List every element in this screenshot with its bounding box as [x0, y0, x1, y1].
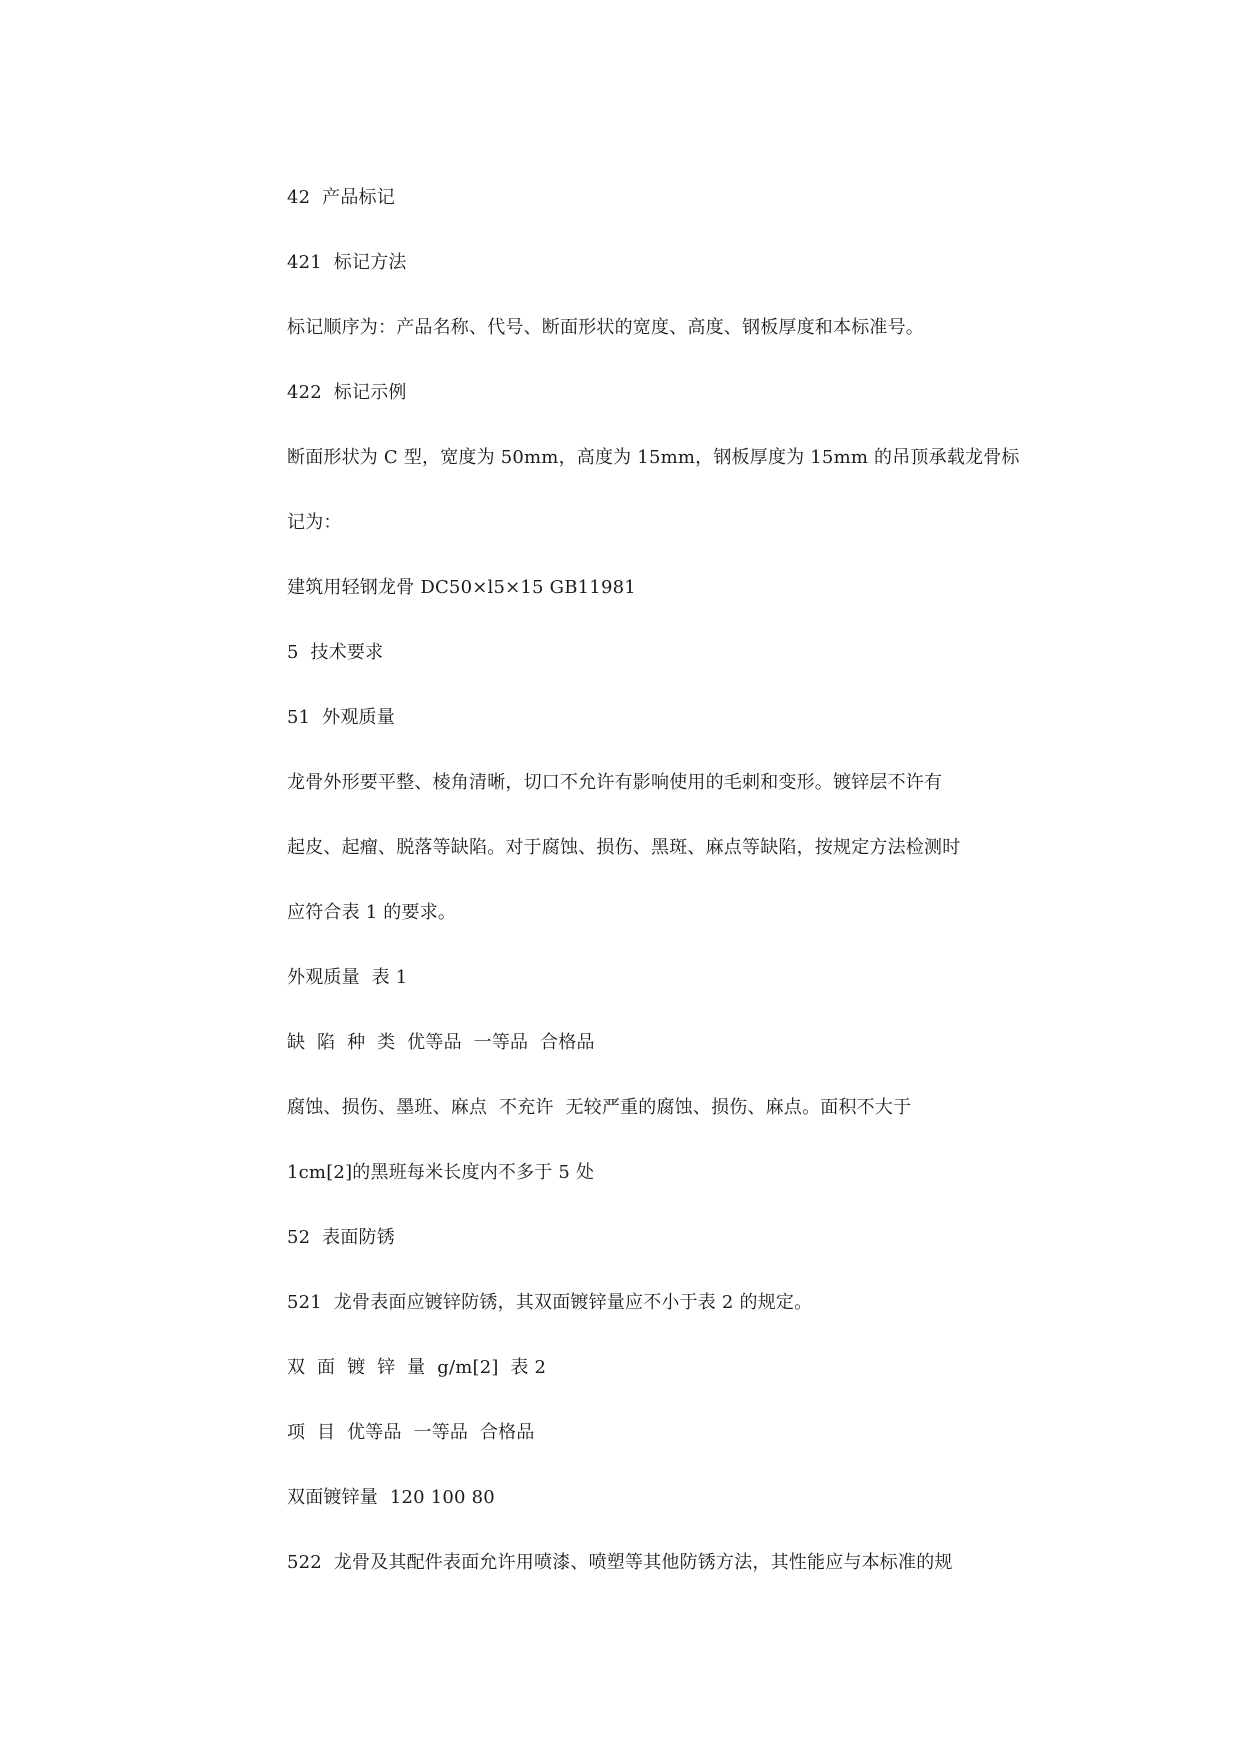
- paragraph-marking-order: 标记顺序为：产品名称、代号、断面形状的宽度、高度、钢板厚度和本标准号。: [287, 317, 924, 338]
- heading-51-appearance-quality: 51 外观质量: [287, 707, 395, 728]
- paragraph-522: 522 龙骨及其配件表面允许用喷漆、喷塑等其他防锈方法，其性能应与本标准的规: [287, 1552, 953, 1573]
- table-2-data-row: 双面镀锌量 120 100 80: [287, 1487, 495, 1508]
- table-2-header-row: 项 目 优等品 一等品 合格品: [287, 1422, 535, 1443]
- heading-422-marking-example: 422 标记示例: [287, 382, 407, 403]
- table-1-row-line-2: 1cm[2]的黑班每米长度内不多于 5 处: [287, 1162, 595, 1183]
- heading-42-product-marking: 42 产品标记: [287, 187, 395, 208]
- document-body: [287, 186, 1020, 1616]
- paragraph-example-line-2: 记为：: [287, 512, 342, 533]
- table-1-caption: 外观质量 表 1: [287, 967, 408, 988]
- table-1-header-row: 缺 陷 种 类 优等品 一等品 合格品: [287, 1032, 595, 1053]
- heading-5-technical-requirements: 5 技术要求: [287, 642, 384, 663]
- heading-421-marking-method: 421 标记方法: [287, 252, 407, 273]
- paragraph-appearance-line-3: 应符合表 1 的要求。: [287, 902, 457, 923]
- paragraph-example-code: 建筑用轻钢龙骨 DC50×l5×15 GB11981: [287, 577, 636, 598]
- table-2-caption: 双 面 镀 锌 量 g/m[2] 表 2: [287, 1357, 547, 1378]
- paragraph-appearance-line-2: 起皮、起瘤、脱落等缺陷。对于腐蚀、损伤、黑斑、麻点等缺陷，按规定方法检测时: [287, 837, 961, 858]
- table-1-row-line-1: 腐蚀、损伤、墨班、麻点 不充许 无较严重的腐蚀、损伤、麻点。面积不大于: [287, 1097, 912, 1118]
- heading-52-surface-rust-prevention: 52 表面防锈: [287, 1227, 395, 1248]
- paragraph-appearance-line-1: 龙骨外形要平整、棱角清晰，切口不允许有影响使用的毛刺和变形。镀锌层不许有: [287, 772, 943, 793]
- paragraph-521: 521 龙骨表面应镀锌防锈，其双面镀锌量应不小于表 2 的规定。: [287, 1292, 813, 1313]
- paragraph-example-line-1: 断面形状为 C 型，宽度为 50mm，高度为 15mm，钢板厚度为 15mm 的吊顶承载龙骨标: [287, 447, 1020, 468]
